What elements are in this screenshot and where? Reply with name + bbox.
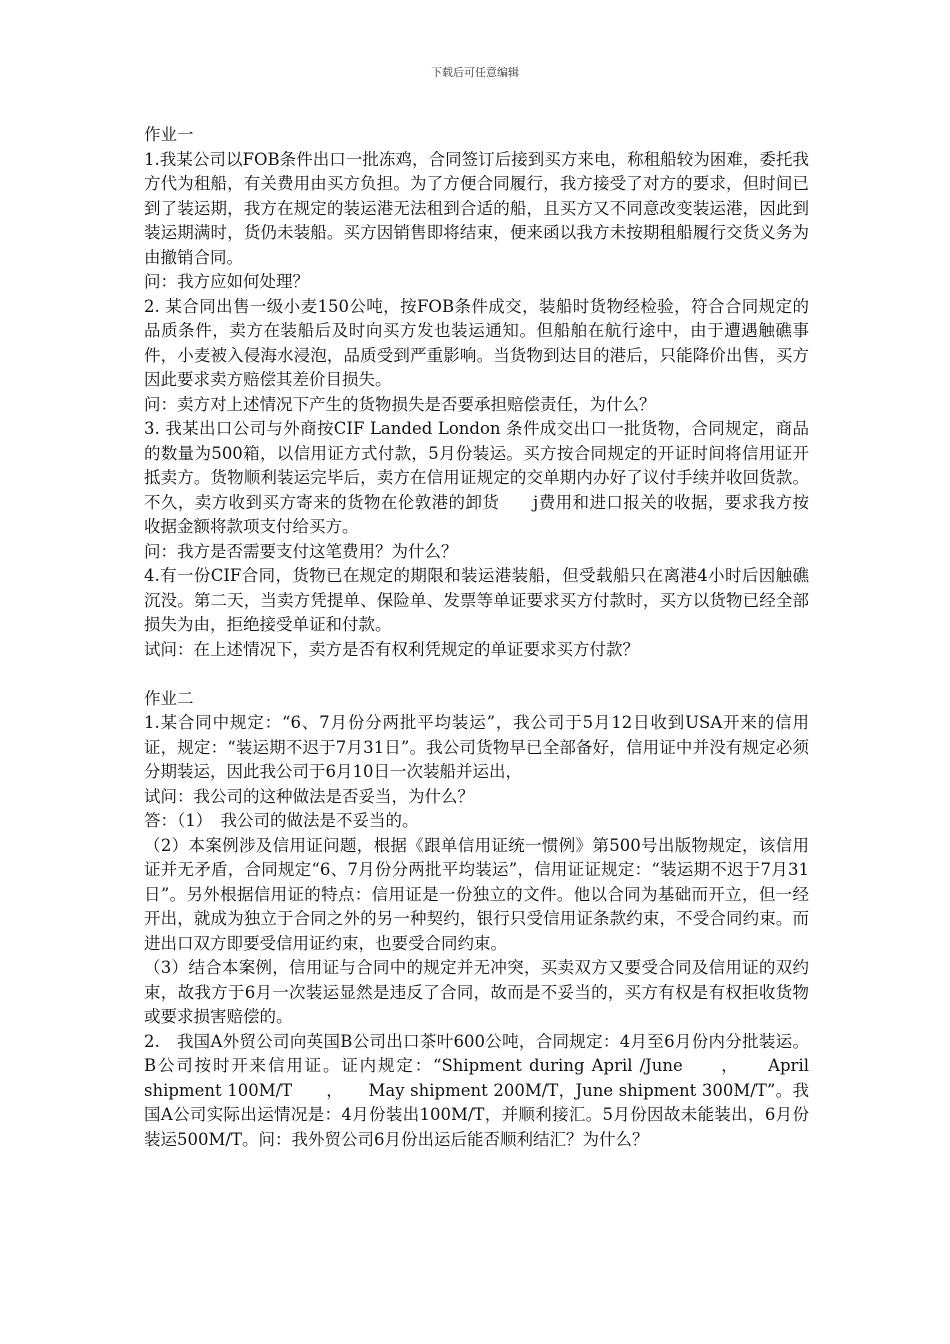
homework-2-section [144,687,809,1153]
answer-paragraph: （2）本案例涉及信用证问题，根据《跟单信用证统一惯例》第500号出版物规定，该信用证并无矛盾，合同规定“6、7月份分两批平均装运”，信用证证规定：“装运期不迟于7月31日”。另外根据信用证的特点：信用证是一份独立的文件。他以合同为基础而开立，但一经开出，就成为独立于合同之外的另一种契约，银行只受信用证条款约束，不受合同约束。而进出口双方即要受信用证约束，也要受合同约束。 [144,835,809,953]
question-ask: 问：我方应如何处理？ [144,272,309,291]
question-paragraph: 2. 我国A外贸公司向英国B公司出口茶叶600公吨，合同规定：4月至6月份内分批装运。B公司按时开来信用证。证内规定：“Shipment during April /June ， April shipment 100M/T ， May shipment 200M/T，June shipment 300M/T”。我国A公司实际出运情况是：4月份装出100M/T，并顺利接汇。5月份因故未能装出，6月份装运500M/T。问：我外贸公司6月份出运后能否顺利结汇？为什么？ [144,1031,809,1149]
document-body [144,123,809,1152]
question-paragraph: 1.某合同中规定：“6、7月份分两批平均装运”，我公司于5月12日收到USA开来的信用证，规定：“装运期不迟于7月31日”。我公司货物早已全部备好，信用证中并没有规定必须分期装运，因此我公司于6月10日一次装船并运出， [144,713,809,781]
question-paragraph: 4.有一份CIF合同，货物已在规定的期限和装运港装船，但受载船只在离港4小时后因触礁沉没。第二天，当卖方凭提单、保险单、发票等单证要求买方付款时，买方以货物已经全部损失为由，拒绝接受单证和付款。 [144,566,809,634]
section-spacer [144,662,809,687]
question-paragraph: 2. 某合同出售一级小麦150公吨，按FOB条件成交，装船时货物经检验，符合合同规定的品质条件，卖方在装船后及时向买方发也装运通知。但船舶在航行途中，由于遭遇触礁事件，小麦被入侵海水浸泡，品质受到严重影响。当货物到达目的港后，只能降价出售，买方因此要求卖方赔偿其差价目损失。 [144,296,809,389]
question-ask: 试问：我公司的这种做法是否妥当，为什么？ [144,786,474,806]
answer-paragraph: 答：（1） 我公司的做法是不妥当的。 [144,811,419,830]
answer-paragraph: （3）结合本案例，信用证与合同中的规定并无冲突，买卖双方又要受合同及信用证的双约束，故我方于6月一次装运显然是违反了合同，故而是不妥当的，买方有权是有权拒收货物或要求损害赔偿的。 [144,958,809,1026]
question-ask: 试问：在上述情况下，卖方是否有权利凭规定的单证要求买方付款？ [144,639,639,659]
section-title: 作业一 [144,125,194,144]
page-header-note: 下载后可任意编辑 [431,66,519,79]
question-paragraph: 3. 我某出口公司与外商按CIF Landed London 条件成交出口一批货物，合同规定，商品的数量为500箱，以信用证方式付款，5月份装运。买方按合同规定的开证时间将信用证开抵卖方。货物顺利装运完毕后，卖方在信用证规定的交单期内办好了议付手续并收回货款。不久，卖方收到买方寄来的货物在伦敦港的卸货 j费用和进口报关的收据，要求我方按收据金额将款项支付给买方。 [144,419,809,536]
homework-1-section [144,123,809,662]
question-ask: 问：我方是否需要支付这笔费用？为什么？ [144,541,458,561]
section-title: 作业二 [144,688,194,708]
question-paragraph: 1.我某公司以FOB条件出口一批冻鸡，合同签订后接到买方来电，称租船较为困难，委托我方代为租船，有关费用由买方负担。为了方便合同履行，我方接受了对方的要求，但时间已到了装运期，我方在规定的装运港无法租到合适的船，且买方又不同意改变装运港，因此到装运期满时，货仍未装船。买方因销售即将结束，便来函以我方未按期租船履行交货义务为由撤销合同。 [144,149,809,267]
question-ask: 问：卖方对上述情况下产生的货物损失是否要承担赔偿责任，为什么？ [144,394,656,414]
